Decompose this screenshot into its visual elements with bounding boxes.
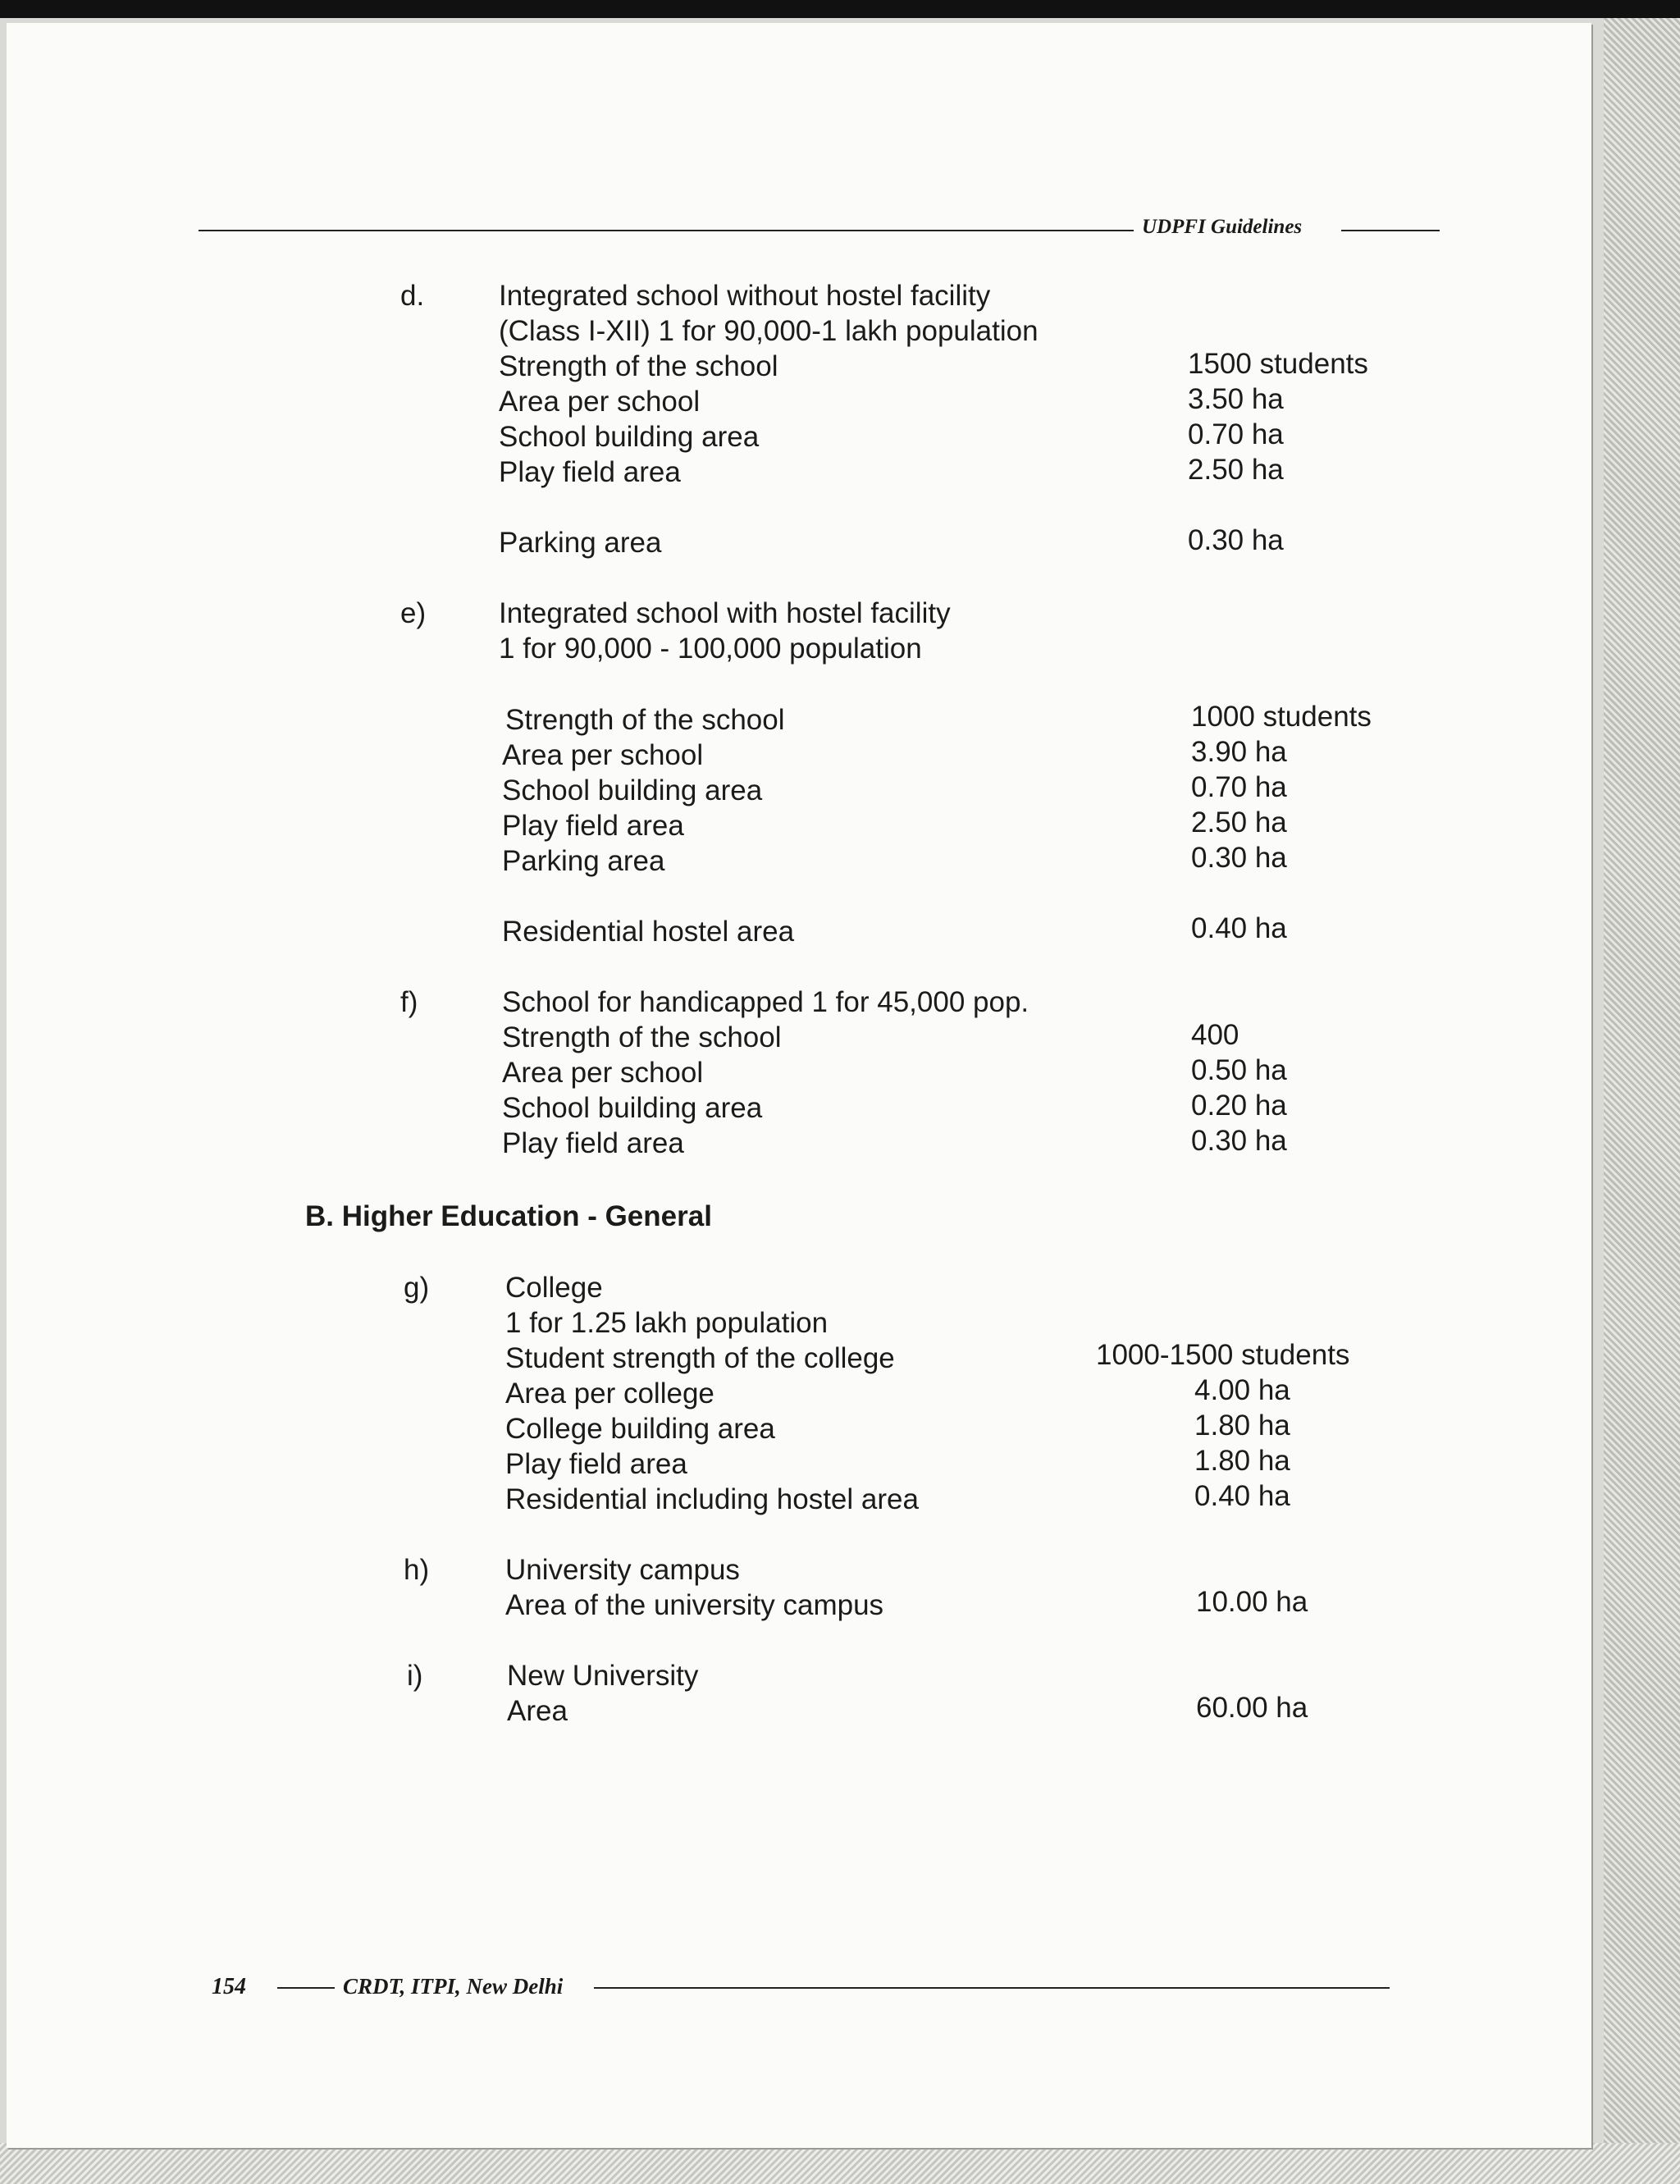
row-name: Area per school <box>502 1057 704 1089</box>
row-value: 1000-1500 students <box>1096 1339 1350 1371</box>
row-name: Strength of the school <box>499 350 778 382</box>
row-name: School building area <box>499 421 760 453</box>
scan-top-border <box>0 0 1680 18</box>
row-name: Area <box>507 1695 568 1727</box>
row-value: 4.00 ha <box>1194 1374 1290 1406</box>
item-description-line: New University <box>507 1660 699 1692</box>
row-name: Area per college <box>505 1378 714 1410</box>
row-value: 3.90 ha <box>1191 736 1287 768</box>
item-description-line: 1 for 90,000 - 100,000 population <box>499 633 922 665</box>
row-name: Parking area <box>502 845 665 877</box>
item-description-line: University campus <box>505 1554 740 1586</box>
row-name: School building area <box>502 1092 763 1124</box>
page-number: 154 <box>212 1974 246 1999</box>
row-value: 60.00 ha <box>1196 1692 1308 1724</box>
item-label-d: d. <box>400 280 425 312</box>
item-description-line: College <box>505 1272 603 1304</box>
section-heading-higher-education: B. Higher Education - General <box>305 1200 712 1232</box>
row-name: Area per school <box>502 739 704 771</box>
row-name: Play field area <box>502 810 684 842</box>
item-label-e: e) <box>400 597 427 629</box>
scan-right-edge <box>1604 18 1680 2184</box>
header-rule-left <box>199 230 1134 231</box>
row-value: 2.50 ha <box>1191 806 1287 838</box>
row-name: Student strength of the college <box>505 1342 895 1374</box>
scan-bottom-edge <box>0 2143 1680 2184</box>
item-label-h: h) <box>404 1554 430 1586</box>
row-value: 0.20 ha <box>1191 1090 1287 1122</box>
header-rule-right <box>1341 230 1440 231</box>
row-value: 0.70 ha <box>1188 418 1284 450</box>
item-description-line: 1 for 1.25 lakh population <box>505 1307 829 1339</box>
item-label-f: f) <box>400 986 418 1018</box>
row-value: 0.70 ha <box>1191 771 1287 803</box>
row-value: 10.00 ha <box>1196 1586 1308 1618</box>
row-value: 0.40 ha <box>1194 1480 1290 1512</box>
row-name: Residential including hostel area <box>505 1483 919 1515</box>
row-name: Play field area <box>505 1448 687 1480</box>
row-value: 0.30 ha <box>1188 524 1284 556</box>
row-value: 1.80 ha <box>1194 1445 1290 1477</box>
row-value: 0.50 ha <box>1191 1054 1287 1086</box>
row-value: 3.50 ha <box>1188 383 1284 415</box>
row-value: 0.40 ha <box>1191 912 1287 944</box>
row-name: Play field area <box>499 456 681 488</box>
row-value: 0.30 ha <box>1191 842 1287 874</box>
row-name: School building area <box>502 774 763 806</box>
footer-rule-right <box>594 1987 1390 1989</box>
row-name: Play field area <box>502 1127 684 1159</box>
footer-rule-left <box>277 1987 335 1989</box>
row-name: Area per school <box>499 386 701 418</box>
item-label-i: i) <box>407 1660 423 1692</box>
row-name: Parking area <box>499 527 662 559</box>
row-name: Residential hostel area <box>502 916 795 948</box>
row-name: College building area <box>505 1413 775 1445</box>
running-footer-org: CRDT, ITPI, New Delhi <box>343 1974 564 1999</box>
item-description-line: (Class I-XII) 1 for 90,000-1 lakh population <box>499 315 1039 347</box>
running-header-title: UDPFI Guidelines <box>1142 216 1303 238</box>
item-label-g: g) <box>404 1272 430 1304</box>
item-description-line: School for handicapped 1 for 45,000 pop. <box>502 986 1029 1018</box>
row-value: 0.30 ha <box>1191 1125 1287 1157</box>
row-value: 1.80 ha <box>1194 1410 1290 1442</box>
item-description-line: Integrated school without hostel facility <box>499 280 991 312</box>
row-name: Area of the university campus <box>505 1589 884 1621</box>
row-value: 400 <box>1191 1019 1239 1051</box>
row-name: Strength of the school <box>505 704 785 736</box>
row-value: 1500 students <box>1188 348 1368 380</box>
row-name: Strength of the school <box>502 1021 782 1053</box>
row-value: 2.50 ha <box>1188 454 1284 486</box>
item-description-line: Integrated school with hostel facility <box>499 597 951 629</box>
row-value: 1000 students <box>1191 701 1372 733</box>
